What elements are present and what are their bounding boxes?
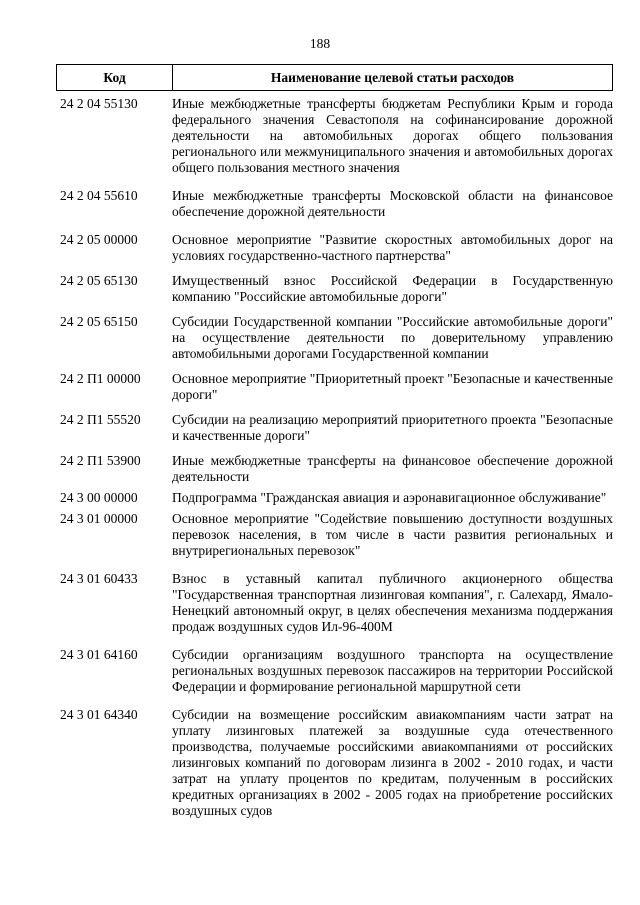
row-code: 24 2 П1 55520 [60,412,141,427]
row-code: 24 3 01 64340 [60,707,138,722]
table-row [56,232,613,264]
table-row [56,707,613,819]
row-name: Иные межбюджетные трансферты на финансовое обеспечение дорожной деятельности [172,453,613,484]
row-code: 24 3 00 00000 [60,490,138,505]
column-header-name: Наименование целевой статьи расходов [270,69,515,85]
row-name: Основное мероприятие "Развитие скоростных автомобильных дорог на условиях государственно-частного партнерства" [172,232,613,263]
row-name: Иные межбюджетные трансферты Московской области на финансовое обеспечение дорожной деятельности [172,188,613,219]
table-row [56,490,613,506]
row-code: 24 3 01 64160 [60,647,138,662]
row-code: 24 3 01 00000 [60,511,138,526]
row-code: 24 2 05 65150 [60,314,138,329]
row-code: 24 3 01 60433 [60,571,138,586]
table-row [56,511,613,559]
page-number: 188 [309,36,331,51]
row-name: Иные межбюджетные трансферты бюджетам Республики Крым и города федерального значения Севастополя на софинансирование дорожной деятельности на автомобильных дорогах общего пользования регионального или межмуниципального значения и автомобильных дорогах общего пользования местного значения [172,96,613,175]
table-row [56,96,613,176]
table-row [56,571,613,635]
row-name: Субсидии Государственной компании "Российские автомобильные дороги" на осуществление деятельности по доверительному управлению автомобильными дорогами Государственной компании [172,314,613,361]
row-name: Имущественный взнос Российской Федерации в Государственную компанию "Российские автомобильные дороги" [172,273,613,304]
row-code: 24 2 П1 00000 [60,371,141,386]
row-name: Подпрограмма "Гражданская авиация и аэронавигационное обслуживание" [172,490,607,505]
column-header-code: Код [57,65,173,90]
row-code: 24 2 04 55130 [60,96,138,111]
table-header [56,64,613,91]
row-name: Субсидии на возмещение российским авиакомпаниям части затрат на уплату лизинговых платежей за воздушные суда отечественного производства, получаемые российскими авиакомпаниями от российских лизинговых компаний по договорам лизинга в 2002 - 2010 годах, и части затрат на уплату процентов по кредитам, полученным в российских кредитных организациях в 2002 - 2005 годах на приобретение российских воздушных судов [172,707,613,818]
table-row [56,188,613,220]
row-name: Субсидии организациям воздушного транспорта на осуществление региональных воздушных перевозок пассажиров на территории Российской Федерации и формирование региональной маршрутной сети [172,647,613,694]
table-row [56,412,613,444]
row-name: Основное мероприятие "Содействие повышению доступности воздушных перевозок населения, в том числе в части развития региональных и внутрирегиональных перевозок" [172,511,613,558]
row-code: 24 2 П1 53900 [60,453,141,468]
table-row [56,273,613,305]
table-row [56,453,613,485]
budget-classification-table [56,64,613,819]
table-row [56,314,613,362]
row-name: Субсидии на реализацию мероприятий приоритетного проекта "Безопасные и качественные дороги" [172,412,613,443]
table-row [56,647,613,695]
row-name: Взнос в уставный капитал публичного акционерного общества "Государственная транспортная лизинговая компания", г. Салехард, Ямало-Ненецкий автономный округ, в целях обеспечения механизма поддержания продаж воздушных судов Ил-96-400М [172,571,613,634]
table-row [56,371,613,403]
row-code: 24 2 05 65130 [60,273,138,288]
row-code: 24 2 04 55610 [60,188,138,203]
row-code: 24 2 05 00000 [60,232,138,247]
row-name: Основное мероприятие "Приоритетный проект "Безопасные и качественные дороги" [172,371,613,402]
